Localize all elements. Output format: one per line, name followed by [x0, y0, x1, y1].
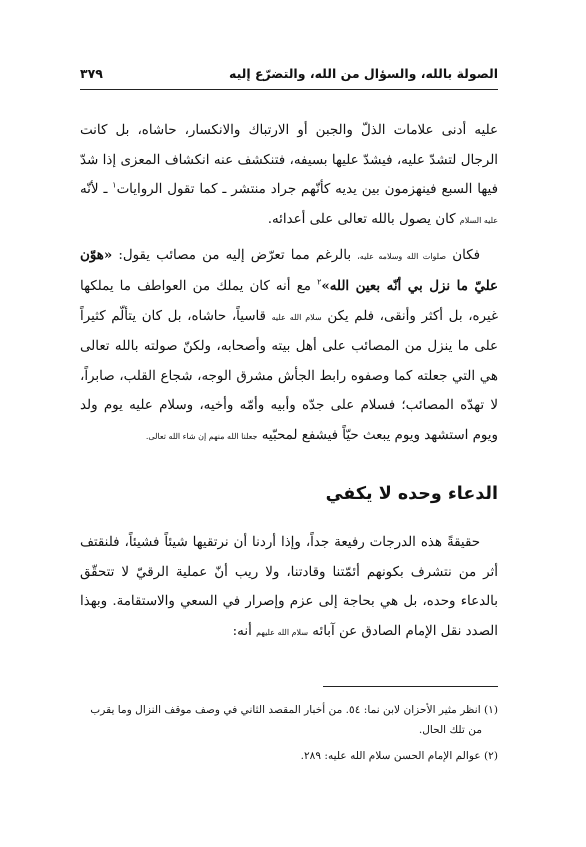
- paragraph-1-text: عليه أدنى علامات الذلّ والجبن أو الارتباك والانكسار، حاشاه، بل كانت الرجال لتشدّ عليه، فيشدّ عليها بسيفه، فتنكشف عنه انكشاف المعزى إذا شدّ فيها السبع فينهزمون بين يديه كأنّهم جراد منتشر ـ كما تقول الروايات: [80, 123, 498, 198]
- running-header: [80, 64, 498, 88]
- footnote-1-line2: من تلك الحال.: [418, 724, 482, 736]
- header-title: الصولة بالله، والسؤال من الله، والتضرّع إليه: [228, 66, 498, 81]
- footnote-1-line1: (١) انظر مثير الأحزان لابن نما: ٥٤. من أخبار المقصد الثاني في وصف موقف النزال وما يقرب: [90, 704, 498, 716]
- paragraph-1-end: كان يصول بالله تعالى على أعدائه.: [267, 211, 456, 227]
- salutation-1: عليه السلام: [459, 215, 498, 225]
- salutation-3: سلام الله عليه: [271, 312, 322, 322]
- footnote-rule: [323, 686, 498, 687]
- section-heading: الدعاء وحده لا يكفي: [325, 484, 498, 504]
- header-rule: [80, 89, 498, 90]
- main-text: [80, 116, 498, 452]
- paragraph-3-text: حقيقةً هذه الدرجات رفيعة جداً، وإذا أردنا أن نرتقيها شيئاً فشيئاً، فلنقتف أثر من نتشرف بكونهم أئمّتنا وقادتنا، ولا ريب أنّ عملية الرقيّ لا تتحقّق بالدعاء وحده، بل هي بحاجة إلى عزم وإصرار في السعي والاستقامة. وبهذا الصدد نقل الإمام الصادق عن آبائه: [80, 535, 498, 639]
- hadith-quote: «هوّن عليّ ما نزل بي أنّه بعين الله»: [80, 247, 498, 294]
- paragraph-3: [80, 528, 498, 647]
- footnote-2-line1: (٢) عوالم الإمام الحسن سلام الله عليه: ٢٨٩.: [300, 750, 498, 762]
- salutation-4: سلام الله عليهم: [256, 627, 309, 637]
- paragraph-2-end: قاسياً، حاشاه، بل كان يتألّم كثيراً على ما ينزل من المصائب على أهل بيته وأصحابه، ولكنّ صولته بالله تعالى هي التي جعلته كما وصفوه رابط الجأش مشرق الوجه، شجاع القلب، صابراً، لا تهدّه المصائب؛ فسلام على جدّه وأبيه وأمّه وأخيه، وسلام عليه يوم ولد ويوم استشهد ويوم يبعث حيّاً فيشفع لمحبّيه: [80, 308, 498, 443]
- paragraph-2-start: فكان: [452, 248, 480, 264]
- footnotes: [80, 700, 498, 772]
- paragraph-1-dash: ـ لأنّه: [80, 182, 113, 198]
- paragraph-3-end: أنه:: [232, 623, 252, 639]
- paragraph-1: [80, 116, 498, 235]
- paragraph-2-cont: مع أنه كان يملك من العواطف ما يملكها غيره، بل أكثر وأنقى، فلم يكن: [80, 278, 498, 324]
- footnote-ref-2[interactable]: ٢: [317, 277, 322, 287]
- paragraph-2: [80, 241, 498, 451]
- salutation-2: صلوات الله وسلامه عليه،: [357, 252, 447, 262]
- page-number: ٣٧٩: [80, 66, 103, 81]
- section-text: [80, 528, 498, 647]
- paragraph-2-tail: جعلنا الله منهم إن شاء الله تعالى.: [145, 431, 258, 441]
- paragraph-2-mid: بالرغم مما تعرّض إليه من مصائب يقول:: [118, 248, 352, 264]
- footnote-2: [80, 746, 498, 766]
- footnote-ref-1[interactable]: ١: [112, 180, 117, 190]
- footnote-1: [80, 700, 498, 740]
